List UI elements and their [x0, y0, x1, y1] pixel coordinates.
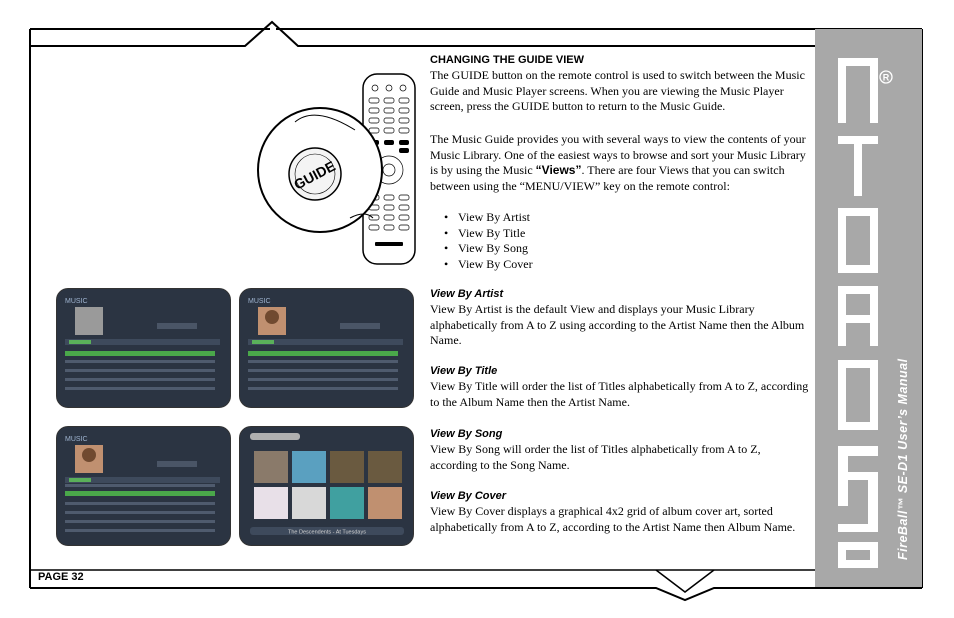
manual-title: FireBall™ SE-D1 User’s Manual: [896, 358, 910, 560]
view-by-title-heading: View By Title: [430, 365, 498, 377]
intro-text: The GUIDE button on the remote control is used to switch between the Music Guide and Music Player screens. When you are viewing the Music Player screen, press the GUIDE button to return to the Music Guide.: [430, 68, 805, 113]
music-label: MUSIC: [65, 298, 88, 305]
page-number: PAGE 32: [38, 571, 84, 583]
remote-control-illustration: [255, 70, 425, 270]
list-item: • View By Song: [444, 241, 533, 257]
views-paragraph: [430, 132, 810, 194]
screenshot-view-by-song: [56, 426, 231, 546]
screenshot-view-by-artist: [56, 288, 231, 408]
view-by-song-body: View By Song will order the list of Titles alphabetically from A to Z, according to the Song Name.: [430, 442, 761, 472]
views-bullet-list: [444, 210, 533, 272]
views-text-before: The Music Guide provides you with several ways to view the contents of your Music Library. One of the easiest ways to browse and sort your Music Library is by using the Music: [430, 132, 806, 177]
view-by-song-heading: View By Song: [430, 428, 503, 440]
escient-logo: [834, 58, 884, 568]
guide-button-label: GUIDE: [291, 157, 338, 193]
view-by-cover-heading: View By Cover: [430, 490, 507, 502]
cover-caption: The Descendents - At Tuesdays: [288, 529, 366, 536]
views-keyword: “Views”: [535, 163, 582, 177]
view-by-title-body: View By Title will order the list of Titles alphabetically from A to Z, according to the Album Name then the Artist Name.: [430, 379, 809, 409]
music-label: MUSIC: [248, 298, 271, 305]
list-item: • View By Artist: [444, 210, 533, 226]
views-text-after: . There are four Views that you can switch between using the “MENU/VIEW” key on the remote control:: [430, 163, 785, 193]
list-item: • View By Title: [444, 226, 533, 242]
list-item: • View By Cover: [444, 257, 533, 273]
view-by-cover-body: View By Cover displays a graphical 4x2 grid of album cover art, sorted alphabetically from A to Z, according to the Artist Name then Album Name.: [430, 504, 796, 534]
intro-paragraph: [430, 68, 810, 115]
screenshot-view-by-title: [239, 288, 414, 408]
svg-text:R: R: [882, 72, 890, 83]
view-by-artist-heading: View By Artist: [430, 288, 504, 300]
registered-mark-icon: [879, 70, 893, 84]
music-label: MUSIC: [65, 436, 88, 443]
view-by-artist-body: View By Artist is the default View and displays your Music Library alphabetically from A to Z using according to the Artist Name then the Album Name.: [430, 302, 805, 347]
screenshot-view-by-cover: [239, 426, 414, 546]
section-heading: CHANGING THE GUIDE VIEW: [430, 54, 585, 66]
